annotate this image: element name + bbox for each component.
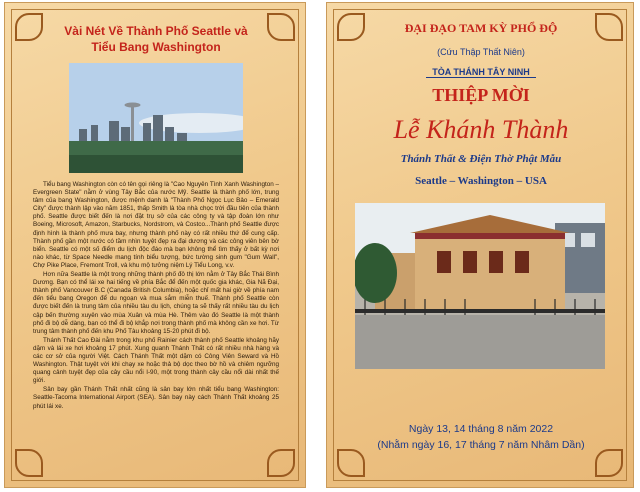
left-page [4,2,306,488]
corner-ornament-icon [595,449,623,477]
paragraph: Thánh Thất Cao Đài nằm trong khu phố Rainier cách thành phố Seattle khoảng hãy dặm và lái xe hơi khoảng 17 phút. Xung quanh Thánh Thất có rất nhiều nhà hàng và các cơ sở của người Việt. Cách Thánh Thất một dặm có Công Viên Seward và Hồ Washington. Thật tuyệt vời khi chạy xe hoặc thả bộ dọc theo bờ hồ và chiêm ngưỡng quang cảnh tuyệt đẹp của cây cầu nổi I-90, một trong thành cây cầu nổi dài nhất thế giới. [33,336,279,385]
corner-ornament-icon [337,449,365,477]
event-date: Ngày 13, 14 tháng 8 năm 2022 [408,423,554,435]
paragraph: Tiểu bang Washington còn có tên gọi riêng là "Cao Nguyên Tình Xanh Washington – Evergreen State" nằm ở vùng Tây Bắc của nước Mỹ. Seattle là thành phố lớn, trung tâm của bang Washington, được mệnh danh là "Thành Phố Ngọc Lục Bảo – Emerald City" được thành lập vào năm 1851, thấp Smith là tòa nhà chọc trời đầu tiên của thành phố. Seattle được biết đến là nơi đặt trụ sở của các công ty và tập đoàn lớn như Boeing, Microsoft, Amazon, Starbucks, Nordstrom, và Costco...Thành phố Seattle được định hình là thành phố mưa bay, nhưng thành phố này có rất nhiều thứ để cung cấp. Thành phố gần một nước có tầm nhìn tuyệt đẹp ra đại dương và các công viên bên bờ biển. Seattle có một số điểm du lịch độc đáo mà bạn không thể tìm thấy ở bất kỳ nơi nào khác, từ Space Needle mang tính biểu tượng, bức tường sinh gum "Gum Wall", Chợ Pike Place, Fremont Troll, và khu mộ tưởng niệm Lý Tiểu Long, v.v. [33,181,279,269]
lunar-date: (Nhằm ngày 16, 17 tháng 7 năm Nhâm Dần) [377,439,585,451]
ceremony-title: Lễ Khánh Thành [393,115,569,144]
corner-ornament-icon [267,449,295,477]
paragraph: Hơn nữa Seattle là một trong những thành phố đô thị lớn nằm ở Tây Bắc Thái Bình Dương. Bạn có thể lái xe hai tiếng về phía Bắc để đến một quốc gia khác, Gia Nã Đại, thành phố Vancouver B.C (Canada British Columbia), hoặc chỉ mất hai giờ về phía nam đến tiểu bang Oregon để du ngoạn và mua sắm miễn thuế. Thành phố Seattle còn được biết đến là trung tâm của nhiều tàu du lịch, chúng ta sẽ thấy rất nhiều tàu du lịch cập bến thường xuyên vào mùa Xuân và mùa Hè. Thêm vào đó Seattle là một thành phố đi bộ dễ dàng, bạn có thể đi bộ khắp nơi trong thành phố mà không cần xe hơi. Từ trung tâm thành phố đến khu Phố Tàu khoảng 15-20 phút đi bộ. [33,271,279,335]
seat-title: TÒA THÁNH TÂY NINH [426,67,536,78]
paragraph: Sân bay gần Thánh Thất nhất cũng là sân bay lớn nhất tiểu bang Washington: Seattle-Tacoma International Airport (SEA). Sân bay này cách Thánh Thất khoảng 25 phút lái xe. [33,386,279,410]
left-title [35,23,277,55]
left-body-text [33,181,279,412]
left-title-line2: Tiểu Bang Washington [91,40,221,54]
corner-ornament-icon [15,449,43,477]
seattle-skyline-photo [69,63,243,173]
right-page [326,2,634,488]
temple-photo [355,203,605,369]
left-title-line1: Vài Nét Về Thành Phố Seattle và [64,24,248,38]
invitation-heading: THIỆP MỜI [432,85,530,105]
organization-title: ĐẠI ĐẠO TAM KỲ PHỔ ĐỘ [404,21,558,35]
temple-name: Thánh Thất & Điện Thờ Phật Mẫu [400,153,562,165]
subtitle: (Cứu Thập Thất Niên) [437,47,525,57]
location: Seattle – Washington – USA [415,175,547,187]
